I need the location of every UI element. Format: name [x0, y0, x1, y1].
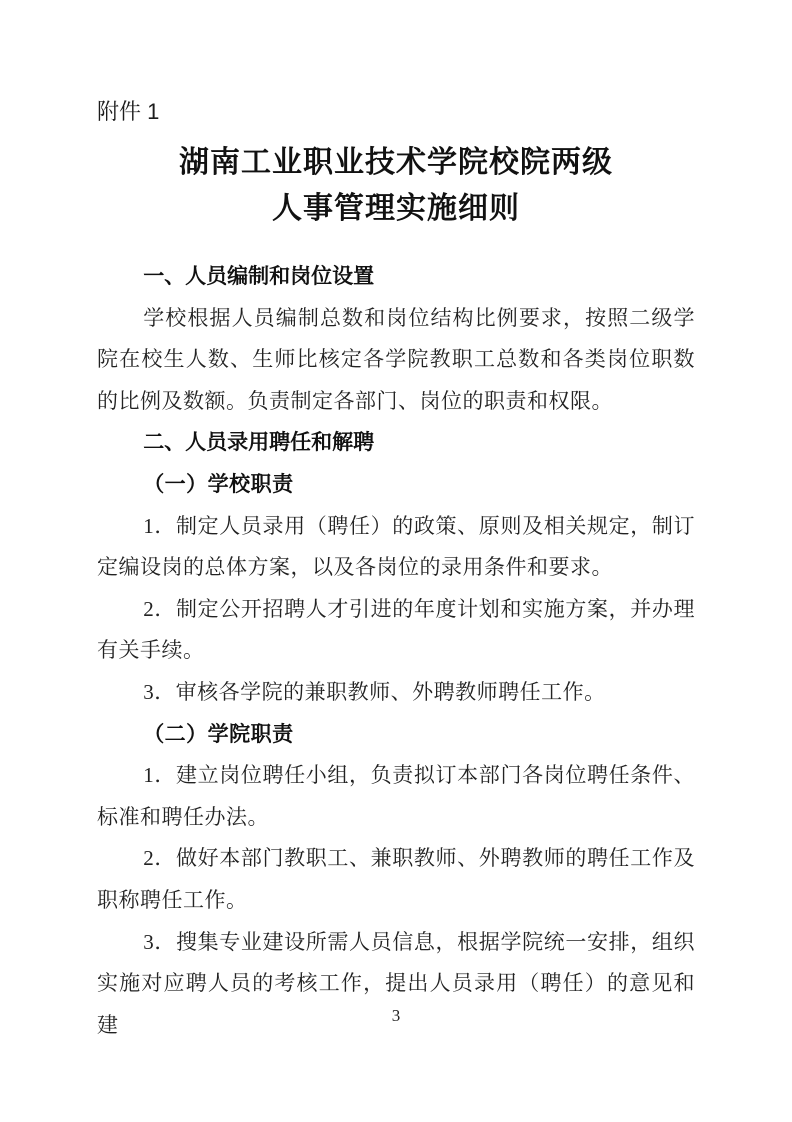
paragraph: 1．制定人员录用（聘任）的政策、原则及相关规定，制订定编设岗的总体方案，以及各岗位的录用条件和要求。: [97, 513, 695, 580]
paragraph: 2．做好本部门教职工、兼职教师、外聘教师的聘任工作及职称聘任工作。: [97, 846, 695, 912]
attachment-label: 附件 1: [97, 99, 160, 124]
document-title-line-2: 人事管理实施细则: [272, 192, 520, 225]
document-body: [97, 256, 695, 1046]
subsection-heading: （二）学院职责: [143, 721, 294, 746]
document-title: [0, 140, 792, 232]
section-heading: 二、人员录用聘任和解聘: [143, 431, 375, 455]
paragraph: 2．制定公开招聘人才引进的年度计划和实施方案，并办理有关手续。: [97, 596, 695, 663]
paragraph: 3．搜集专业建设所需人员信息，根据学院统一安排，组织实施对应聘人员的考核工作，提出人员录用（聘任）的意见和建: [97, 929, 695, 1037]
section-heading: 一、人员编制和岗位设置: [143, 265, 375, 288]
page-number: 3: [391, 1006, 401, 1025]
paragraph: 1．建立岗位聘任小组，负责拟订本部门各岗位聘任条件、标准和聘任办法。: [97, 763, 695, 829]
paragraph: 3．审核各学院的兼职教师、外聘教师聘任工作。: [143, 679, 606, 704]
paragraph: 学校根据人员编制总数和岗位结构比例要求，按照二级学院在校生人数、生师比核定各学院教职工总数和各类岗位职数的比例及数额。负责制定各部门、岗位的职责和权限。: [97, 305, 695, 413]
subsection-heading: （一）学校职责: [143, 471, 294, 496]
document-title-line-1: 湖南工业职业技术学院校院两级: [179, 146, 613, 179]
